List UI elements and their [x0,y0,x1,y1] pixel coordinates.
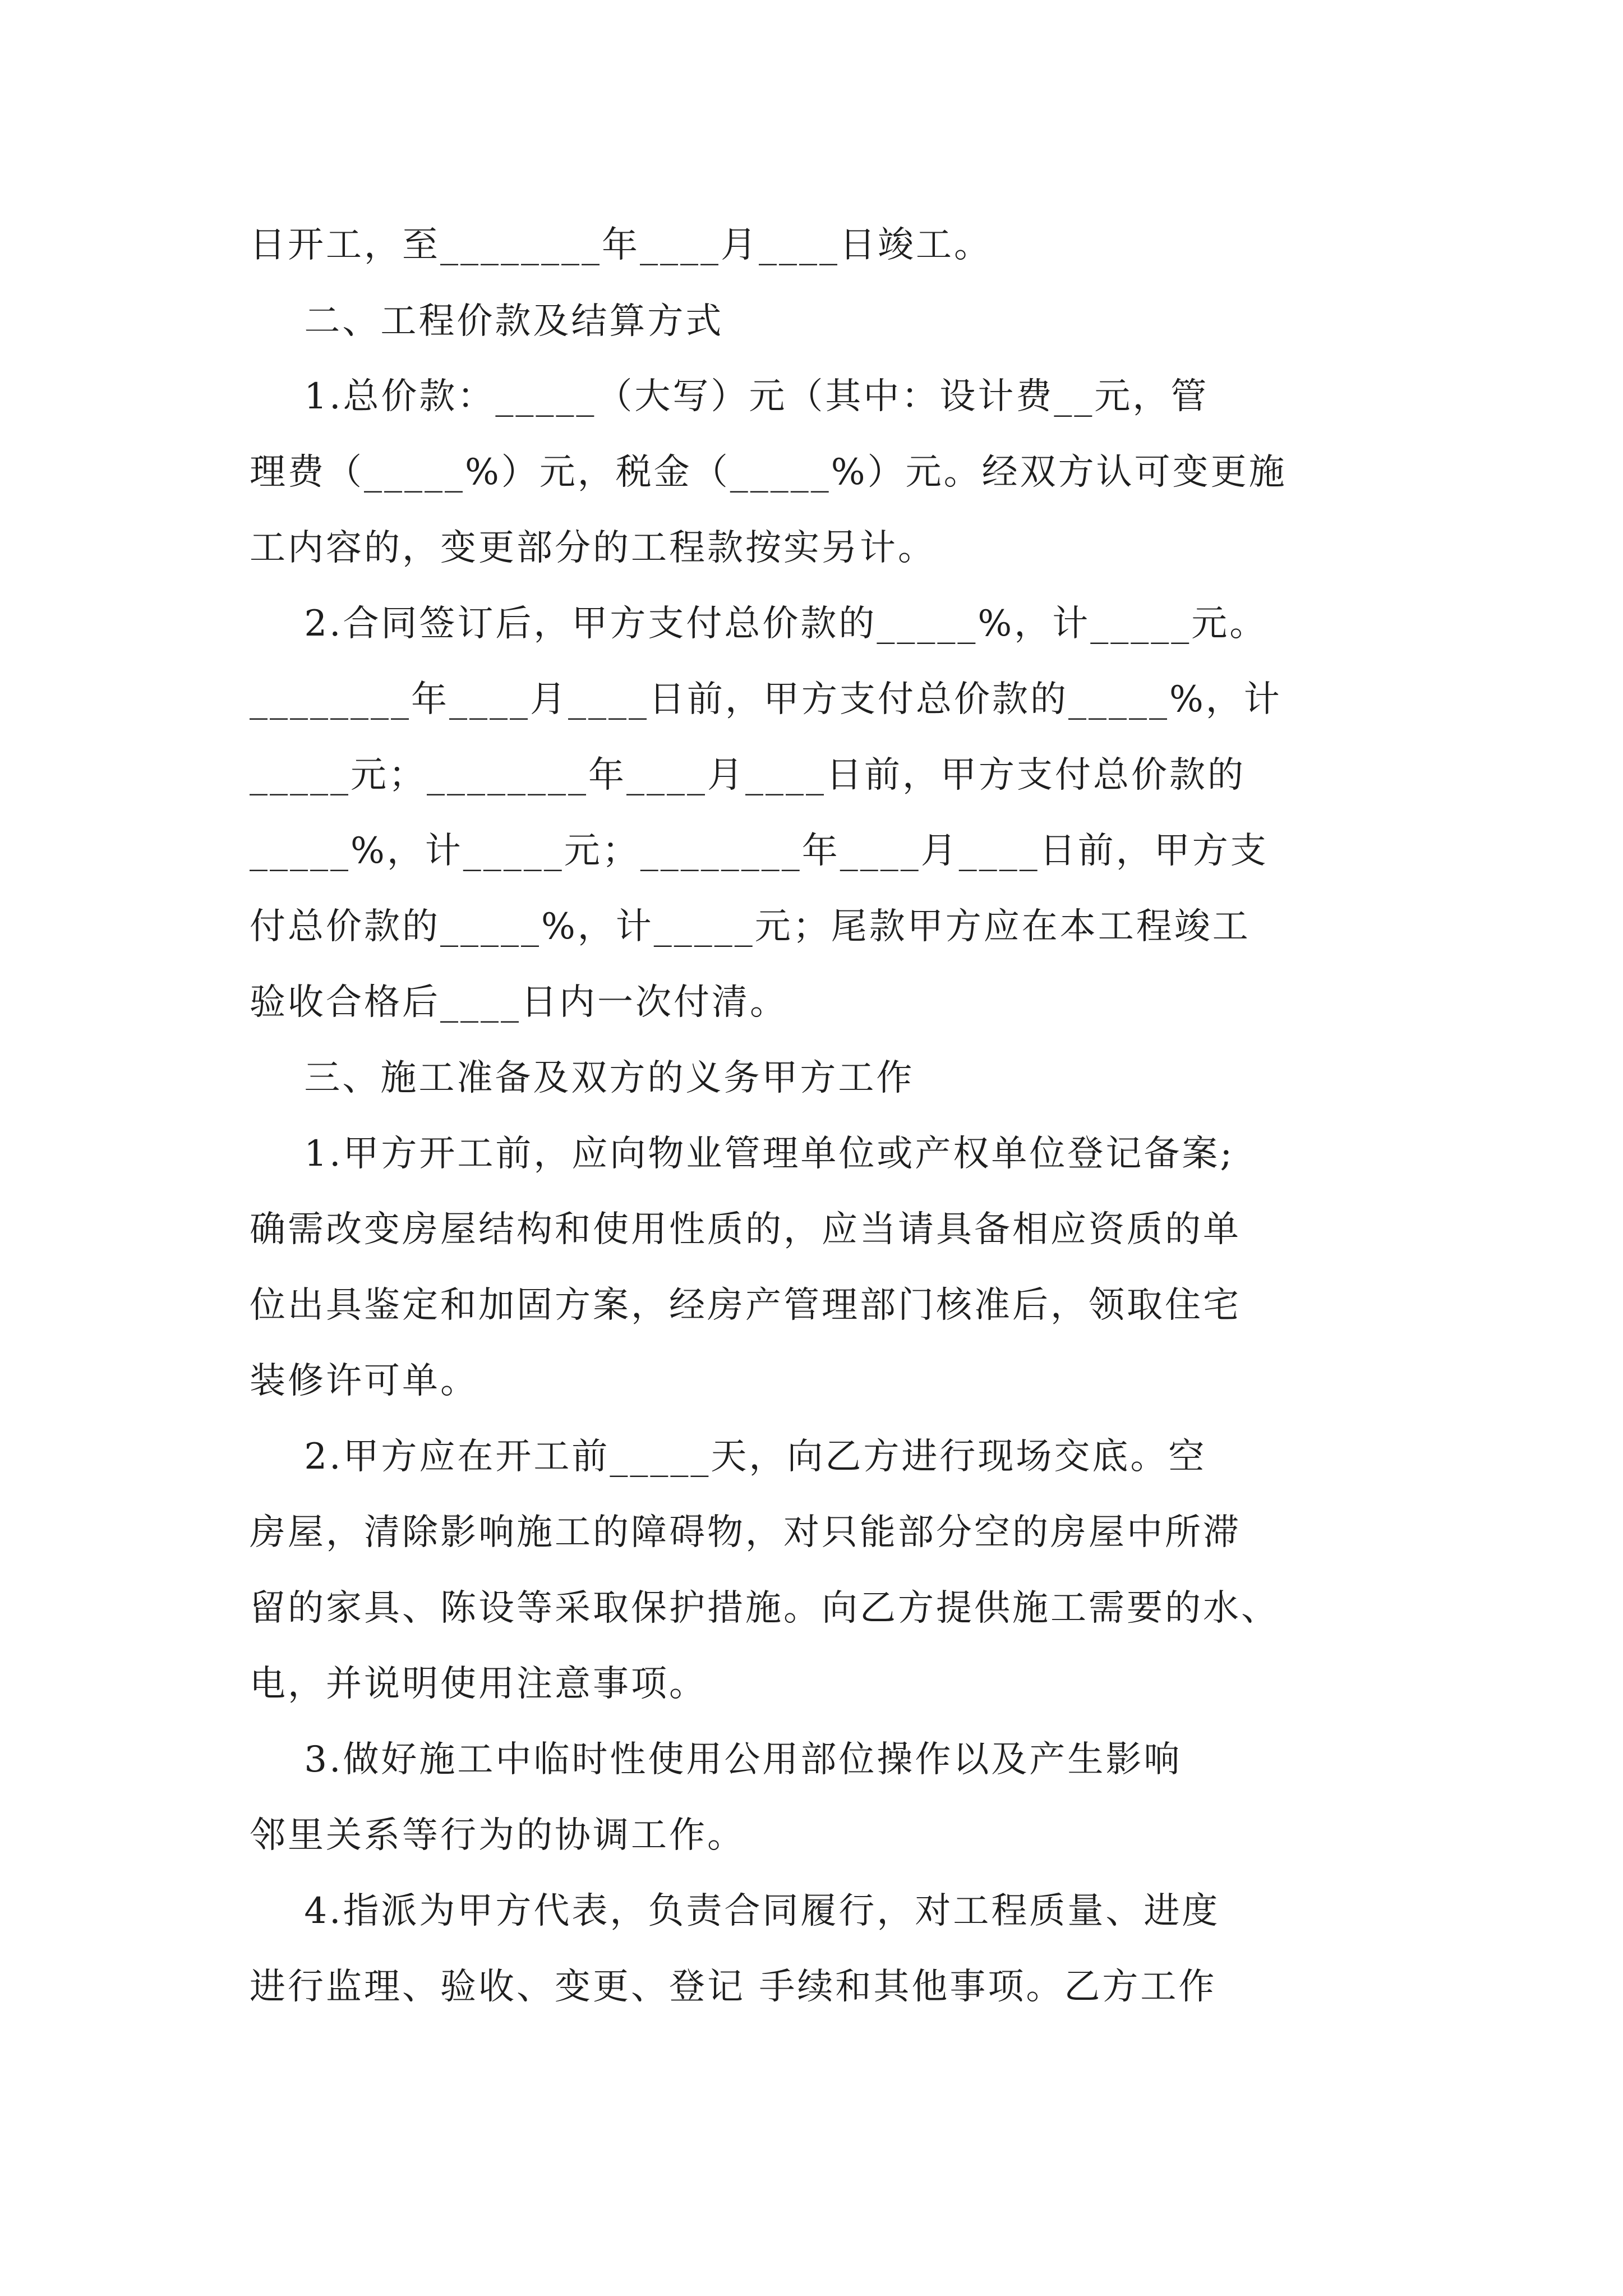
text-line: 邻里关系等行为的协调工作。 [250,1815,745,1856]
text-line: 3.做好施工中临时性使用公用部位操作以及产生影响 [250,1739,1182,1780]
text-line: 装修许可单。 [250,1360,478,1402]
text-line: 1.总价款：_____（大写）元（其中：设计费__元，管 [250,376,1209,417]
text-line: 理费（_____%）元，税金（_____%）元。经双方认可变更施 [250,452,1287,493]
text-line: 4.指派为甲方代表，负责合同履行，对工程质量、进度 [250,1890,1220,1932]
text-line: 电，并说明使用注意事项。 [250,1663,707,1705]
text-line: 1.甲方开工前，应向物业管理单位或产权单位登记备案; [250,1133,1234,1175]
section-heading: 三、施工准备及双方的义务甲方工作 [250,1057,915,1099]
text-line: 日开工，至________年____月____日竣工。 [250,224,992,266]
text-line: 工内容的，变更部分的工程款按实另计。 [250,527,936,569]
text-line: 验收合格后____日内一次付清。 [250,982,788,1023]
text-line: _____元；________年____月____日前，甲方支付总价款的 [250,754,1246,796]
text-line: 2.甲方应在开工前_____天，向乙方进行现场交底。空 [250,1436,1207,1478]
text-line: ________年____月____日前，甲方支付总价款的_____%，计 [250,679,1282,720]
text-line: 位出具鉴定和加固方案，经房产管理部门核准后，领取住宅 [250,1285,1241,1326]
text-line: 房屋，清除影响施工的障碍物，对只能部分空的房屋中所滞 [250,1512,1241,1553]
text-line: 2.合同签订后，甲方支付总价款的_____%，计_____元。 [250,603,1268,645]
text-line: 留的家具、陈设等采取保护措施。向乙方提供施工需要的水、 [250,1588,1279,1629]
section-heading: 二、工程价款及结算方式 [250,301,724,342]
text-line: 付总价款的_____%，计_____元；尾款甲方应在本工程竣工 [250,906,1251,947]
text-line: 进行监理、验收、变更、登记 手续和其他事项。乙方工作 [250,1966,1217,2008]
text-line: 确需改变房屋结构和使用性质的，应当请具备相应资质的单 [250,1209,1241,1250]
text-line: _____%，计_____元；________年____月____日前，甲方支 [250,830,1269,872]
